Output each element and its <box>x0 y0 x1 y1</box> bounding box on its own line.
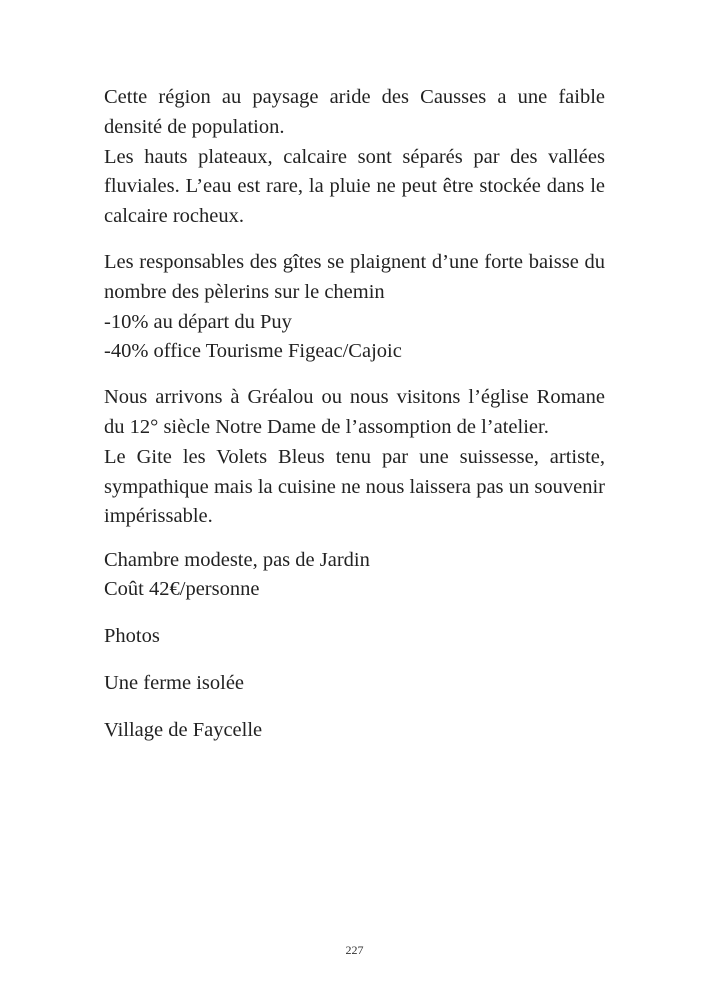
text-line: Chambre modeste, pas de Jardin <box>104 548 370 571</box>
paragraph-chambre <box>104 546 605 606</box>
text-line: Village de Faycelle <box>104 718 263 741</box>
text-line: Nous arrivons à Gréalou ou nous visitons l’église Romane du 12° siècle Notre Dame de l’assomption de l’atelier. <box>104 386 605 438</box>
paragraph-photos <box>104 622 605 652</box>
text-line: Photos <box>104 625 160 648</box>
text-line: Le Gite les Volets Bleus tenu par une suissesse, artiste, sympathique mais la cuisine ne nous laissera pas un souvenir impérissable. <box>104 445 605 528</box>
paragraph-faycelle <box>104 716 605 746</box>
paragraph-grealou <box>104 383 605 532</box>
text-line: -10% au départ du Puy <box>104 310 292 333</box>
text-line: Les responsables des gîtes se plaignent d’une forte baisse du nombre des pèlerins sur le chemin <box>104 250 605 303</box>
text-line: Coût 42€/personne <box>104 578 260 601</box>
page-body <box>104 83 605 746</box>
text-line: -40% office Tourisme Figeac/Cajoic <box>104 340 402 363</box>
paragraph-ferme <box>104 669 605 699</box>
text-line: Cette région au paysage aride des Causses a une faible densité de population. <box>104 86 605 138</box>
text-line: Une ferme isolée <box>104 672 245 695</box>
paragraph-causses <box>104 83 605 232</box>
paragraph-gites <box>104 248 605 367</box>
text-line: Les hauts plateaux, calcaire sont séparés par des vallées fluviales. L’eau est rare, la pluie ne peut être stockée dans le calcaire rocheux. <box>104 145 605 228</box>
page-number: 227 <box>345 943 364 957</box>
